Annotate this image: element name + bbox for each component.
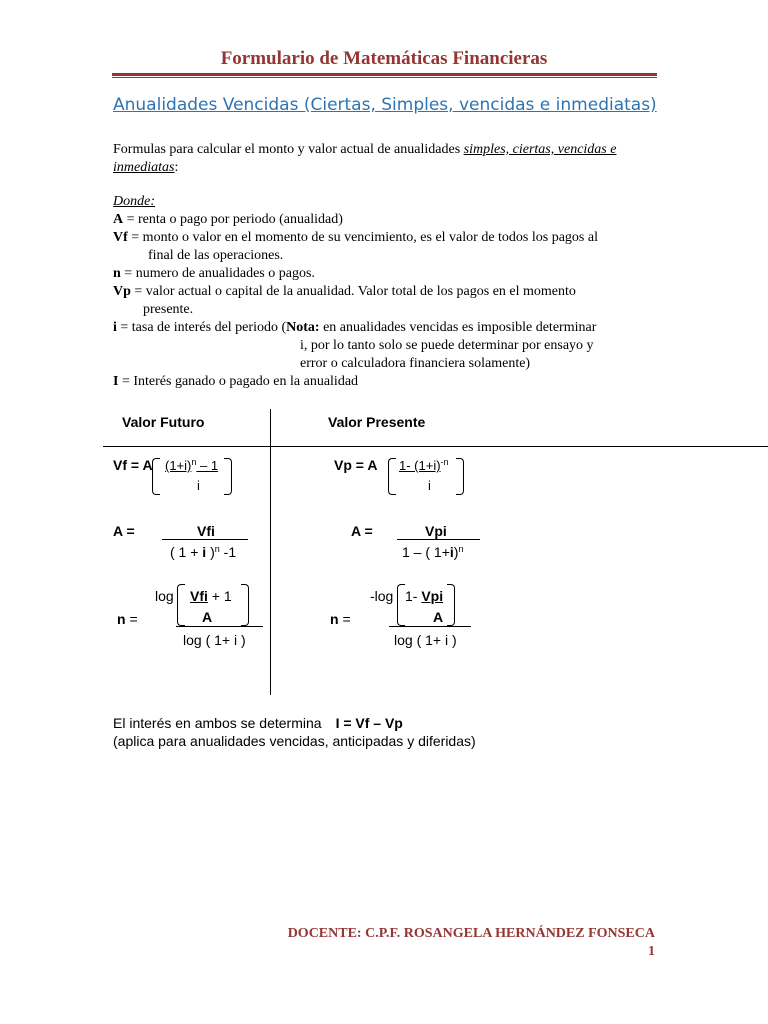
def-i-symbol: i: [113, 320, 117, 335]
vf-lhs: Vf =: [113, 457, 143, 473]
a-left-numerator: Vfi: [197, 523, 215, 539]
vf-a: A: [142, 457, 153, 473]
def-vf-text: = monto o valor en el momento de su vencimiento, es el valor de todos los pagos al: [127, 230, 598, 245]
vf-num-tail: – 1: [196, 458, 219, 473]
a-left-fraction-bar: [162, 539, 248, 540]
n-left-plus: + 1: [207, 588, 232, 604]
a-right-den-i: i: [449, 544, 454, 560]
footer-author: DOCENTE: C.P.F. ROSANGELA HERNÁNDEZ FONSECA: [287, 926, 655, 941]
a-left-den-i: i: [202, 544, 207, 560]
donde-label: Donde:: [113, 194, 155, 209]
a-left-den-tail: -1: [219, 544, 237, 560]
intro-line-1: [113, 141, 616, 159]
n-left-eq: =: [125, 611, 138, 627]
interest-line-1: [113, 715, 403, 731]
vf-exp: n: [191, 457, 197, 467]
def-interest: [113, 373, 358, 391]
def-i-line3: error o calculadora financiera solamente): [300, 356, 531, 371]
def-vp: [113, 283, 576, 301]
vp-num: 1- (1+i): [399, 458, 441, 473]
def-vp-symbol: Vp: [113, 284, 131, 299]
a-right-lhs: A =: [351, 523, 373, 539]
def-vf-line2: final de las operaciones.: [148, 248, 284, 263]
a-left-den-a: ( 1 +: [170, 544, 203, 560]
vp-formula-lhs: [334, 457, 377, 473]
vf-numerator: [165, 457, 218, 473]
table-divider-horizontal: [103, 446, 768, 447]
col-valor-presente: Valor Presente: [328, 414, 426, 430]
vf-bracket-left: [152, 458, 160, 495]
def-i-text: = tasa de interés del periodo (: [116, 320, 287, 335]
a-left-exp: n: [214, 544, 220, 554]
n-left-bracket-right: [241, 584, 249, 626]
intro-emphasis-2: inmediatas: [113, 160, 175, 175]
vp-denominator: i: [428, 478, 431, 493]
n-right-lhs: [330, 611, 351, 627]
def-vf: [113, 229, 598, 247]
def-i: [113, 319, 596, 337]
a-left-den-b: ): [206, 544, 215, 560]
n-left-vfi: Vfi: [190, 588, 208, 604]
n-right-one: 1-: [405, 588, 422, 604]
n-right-vpi: Vpi: [421, 588, 444, 604]
def-i-line2: i, por lo tanto solo se puede determinar por ensayo y: [300, 338, 594, 353]
a-left-denominator: [170, 544, 236, 560]
n-left-a: A: [202, 609, 213, 625]
a-right-denominator: [402, 544, 463, 560]
def-a-text: = renta o pago por periodo (anualidad): [123, 212, 343, 227]
a-left-lhs: A =: [113, 523, 135, 539]
intro-line-2: [113, 159, 178, 177]
n-right-a: A: [433, 609, 444, 625]
table-divider-vertical: [270, 409, 271, 695]
intro-emphasis-1: simples, ciertas, vencidas e: [463, 142, 617, 157]
footer-page-number: 1: [648, 944, 655, 959]
n-left-denominator: log ( 1+ i ): [183, 632, 246, 648]
def-n-symbol: n: [113, 266, 121, 281]
def-n: [113, 265, 315, 283]
n-right-fraction-bar: [389, 626, 471, 627]
interest-text: El interés en ambos se determina: [113, 715, 322, 731]
a-right-den-b: ): [453, 544, 459, 560]
def-i-nota: Nota:: [286, 320, 320, 335]
header-rule-thin: [112, 77, 657, 78]
a-right-den-a: 1 – ( 1+: [402, 544, 450, 560]
vp-eq: = A: [351, 457, 378, 473]
n-right-bracket-left: [397, 584, 405, 626]
def-a-symbol: A: [113, 212, 124, 227]
n-left-lhs: [117, 611, 138, 627]
n-left-log: log: [155, 588, 174, 604]
vp-bracket-right: [456, 458, 464, 495]
n-left-symbol: n: [117, 611, 126, 627]
intro-text: Formulas para calcular el monto y valor actual de anualidades: [113, 142, 464, 157]
a-right-exp: n: [458, 544, 464, 554]
def-vp-text: = valor actual o capital de la anualidad. Valor total de los pagos en el momento: [130, 284, 576, 299]
a-right-numerator: Vpi: [425, 523, 447, 539]
n-right-eq: =: [338, 611, 351, 627]
n-right-symbol: n: [330, 611, 339, 627]
section-title: Anualidades Vencidas (Ciertas, Simples, vencidas e inmediatas): [113, 95, 657, 115]
def-a: [113, 211, 343, 229]
n-right-numerator: [405, 588, 443, 604]
n-right-log: -log: [370, 588, 394, 604]
vp-lhs: Vp: [334, 457, 352, 473]
n-left-bracket-left: [177, 584, 185, 626]
header-rule: [112, 73, 657, 76]
interest-line-2: (aplica para anualidades vencidas, anticipadas y diferidas): [113, 733, 476, 749]
def-i-text-b: en anualidades vencidas es imposible determinar: [319, 320, 597, 335]
def-vp-line2: presente.: [143, 302, 194, 317]
n-right-denominator: log ( 1+ i ): [394, 632, 457, 648]
n-left-numerator: [190, 588, 232, 604]
n-left-fraction-bar: [176, 626, 263, 627]
def-n-text: = numero de anualidades o pagos.: [120, 266, 315, 281]
def-interest-text: = Interés ganado o pagado en la anualidad: [118, 374, 359, 389]
vp-numerator: [399, 457, 449, 473]
def-vf-symbol: Vf: [113, 230, 128, 245]
n-right-bracket-right: [447, 584, 455, 626]
vp-exp: -n: [440, 457, 449, 467]
a-right-fraction-bar: [397, 539, 480, 540]
interest-formula: I = Vf – Vp: [335, 715, 403, 731]
def-interest-symbol: I: [113, 374, 119, 389]
vf-denominator: i: [197, 478, 200, 493]
page-header-title: Formulario de Matemáticas Financieras: [220, 48, 548, 69]
col-valor-futuro: Valor Futuro: [122, 414, 205, 430]
vf-formula-lhs: [113, 457, 153, 473]
vp-bracket-left: [388, 458, 396, 495]
intro-colon: :: [174, 160, 179, 175]
vf-bracket-right: [224, 458, 232, 495]
vf-num: (1+i): [165, 458, 192, 473]
